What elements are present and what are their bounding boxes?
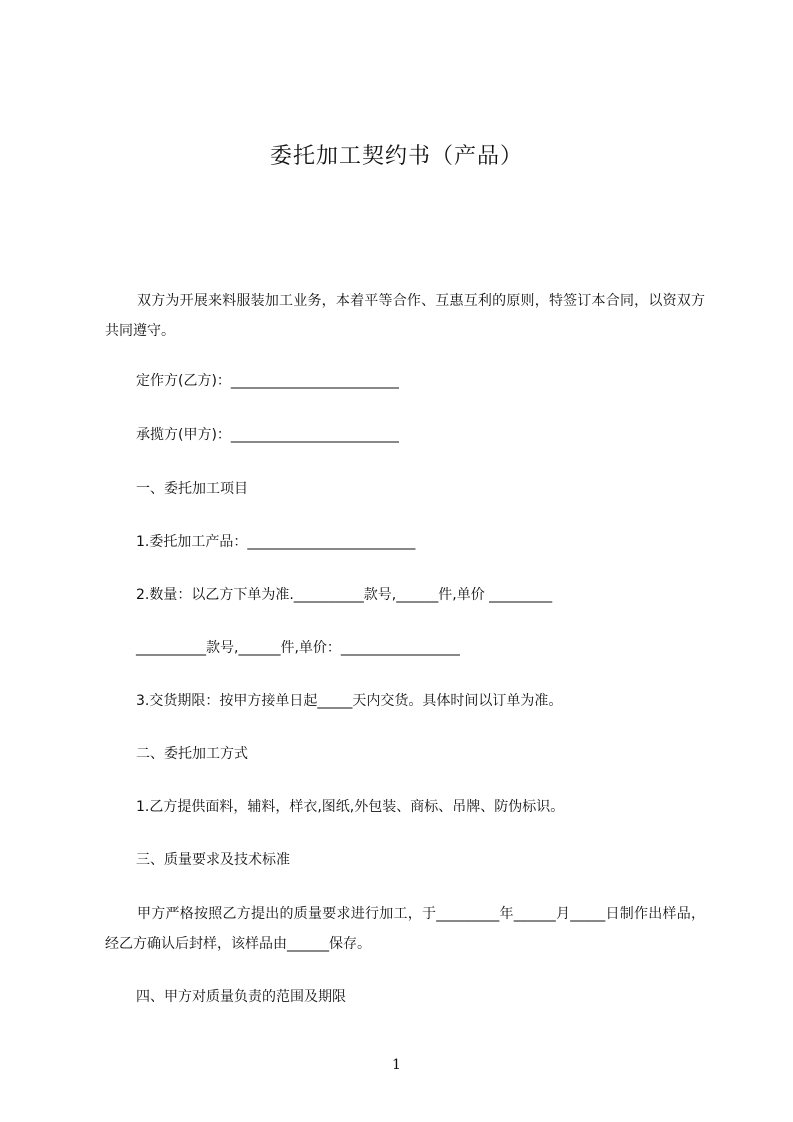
section-3-body: 甲方严格按照乙方提出的质量要求进行加工，于_________年______月_____日制作出样品，经乙方确认后封样，该样品由______保存。 bbox=[105, 906, 705, 952]
item-1-2: 2.数量：以乙方下单为准.__________款号,______件,单价 _________ bbox=[136, 587, 553, 603]
item-1-2-continued: __________款号,______件,单价：_________________ bbox=[136, 640, 460, 656]
intro-paragraph: 双方为开展来料服装加工业务，本着平等合作、互惠互利的原则，特签订本合同，以资双方共同遵守。 bbox=[105, 293, 705, 339]
item-2-1: 1.乙方提供面料，辅料，样衣,图纸,外包装、商标、吊牌、防伪标识。 bbox=[136, 799, 565, 815]
section-2-heading: 二、委托加工方式 bbox=[136, 746, 248, 762]
section-1-heading: 一、委托加工项目 bbox=[136, 481, 248, 497]
document-title: 委托加工契约书（产品） bbox=[269, 144, 523, 169]
section-3-heading: 三、质量要求及技术标准 bbox=[136, 852, 290, 868]
item-1-1: 1.委托加工产品：________________________ bbox=[136, 534, 416, 550]
party-b-line: 定作方(乙方)：________________________ bbox=[136, 373, 399, 389]
item-1-3: 3.交货期限：按甲方接单日起_____天内交货。具体时间以订单为准。 bbox=[136, 693, 563, 709]
party-a-line: 承揽方(甲方)：________________________ bbox=[136, 427, 399, 443]
page-number: 1 bbox=[392, 1057, 401, 1073]
section-4-heading: 四、甲方对质量负责的范围及期限 bbox=[136, 989, 346, 1005]
